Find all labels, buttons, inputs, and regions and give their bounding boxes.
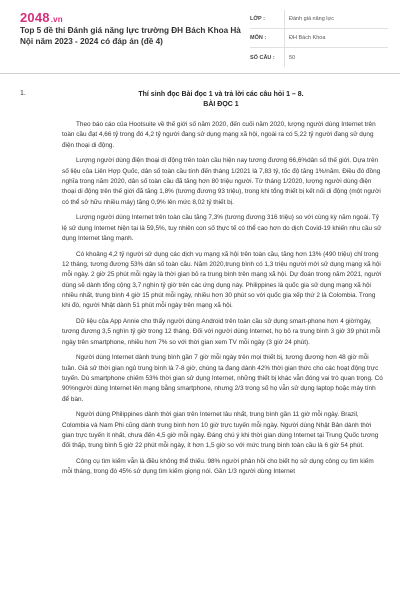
passage-paragraph: Lượng người dùng điện thoại di động trên toàn cầu hiện nay tương đương 66,6%dân số thế giới. Dựa trên số liệu của Liên Hợp Quốc, dân số toàn cầu tính đến tháng 1/2021 là 7,83 tỷ, tốc độ tăng 1%/năm. Điều đó đồng nghĩa trong năm 2020, dân số toàn cầu đã tăng hơn 80 triệu người. Từ tháng 1/2020, lượng người dùng điện thoại di động trên thế giới đã tăng 1,8% (tương đương 93 triệu), trong khi tổng thiết bị kết nối di động (một người có thể sở hữu nhiều máy) tăng 0,9% lên mức 8,02 tỷ thiết bị. [62,157,381,206]
question-instruction: Thí sinh đọc Bài đọc 1 và trả lời các câu hỏi 1 – 8. [138,91,304,98]
passage-paragraph: Theo báo cáo của Hootsuite về thế giới số năm 2020, đến cuối năm 2020, lượng người dùng Internet trên toàn cầu đạt 4,66 tỷ trong đó 4,2 tỷ người đang sử dụng mạng xã hội, ngoài ra có 5,22 tỷ người đang sử dụng điện thoại di động. [62,121,376,149]
logo-suffix: .vn [50,15,63,24]
meta-label: MÔN : [250,35,267,41]
question-number: 1. [20,90,26,97]
question-heading [62,90,380,109]
document-title: Top 5 đề thi Đánh giá năng lực trường ĐH Bách Khoa Hà Nội năm 2023 - 2024 có đáp án (đề 4) [20,26,241,46]
meta-value: ĐH Bách Khoa [284,29,388,47]
site-logo[interactable] [20,10,63,25]
meta-value: Đánh giá năng lực [284,10,388,28]
meta-label: SỐ CÂU : [250,54,275,61]
meta-row-class [250,10,388,29]
document-header [0,0,400,74]
passage-paragraph: Người dùng Philippines dành thời gian trên Internet lâu nhất, trung bình gần 11 giờ mỗi ngày. Brazil, Colombia và Nam Phi cũng dành trung bình hơn 10 giờ trực tuyến mỗi ngày. Người dùng Nhật Bản dành thời gian trực tuyến ít nhất, chưa đến 4,5 giờ mỗi ngày. Đáng chú ý khi thời gian dùng Internet tại Trung Quốc tương đối thấp, trung bình 5 giờ 22 phút mỗi ngày, ít hơn 1,5 giờ so với mức trung bình toàn cầu là 6 giờ 54 phút. [62,411,379,450]
passage-paragraph: Lượng người dùng Internet trên toàn cầu tăng 7,3% (tương đương 316 triệu) so với cùng kỳ năm ngoái. Tỷ lệ sử dụng Internet hiện tại là 59,5%, tuy nhiên con số thực tế có thể cao hơn do dịch Covid-19 khiến nhu cầu sử dụng Internet tăng mạnh. [62,214,382,242]
meta-row-subject [250,29,388,48]
meta-table [250,10,388,67]
reading-title: BÀI ĐỌC 1 [203,100,239,108]
meta-label: LỚP : [250,16,265,22]
passage-paragraph: Có khoảng 4,2 tỷ người sử dụng các dịch vụ mạng xã hội trên toàn cầu, tăng hơn 13% (490 triệu) chỉ trong 12 tháng, tương đương 53% dân số toàn cầu. Năm 2020,trung bình có 1,3 triệu người mới sử dụng mạng xã hội mỗi ngày. 2 giờ 25 phút mỗi ngày là thời gian bỏ ra trung bình trên mạng xã hội. Dự đoán trong năm 2021, người dùng sẽ dành tổng cộng 3,7 nghìn tỷ giờ trên các ứng dụng này. Philippines là quốc gia sử dụng mạng xã hội nhiều nhất, trung bình 4 giờ 15 phút mỗi ngày, nhiều hơn 30 phút so với quốc gia xếp thứ 2 là Colombia. Trong khi đó, người Nhật dành 51 phút mỗi ngày trên mạng xã hội. [62,250,382,310]
logo-text: 2048 [20,10,50,25]
reading-passage [62,120,384,483]
meta-value: 50 [284,48,388,67]
passage-paragraph: Công cụ tìm kiếm vẫn là điều không thể thiếu. 98% người phản hồi cho biết họ sử dụng công cụ tìm kiếm mỗi tháng, trong đó 45% sử dụng tìm kiếm giọng nói. Gần 1/3 người dùng Internet [62,458,374,476]
meta-row-question-count [250,48,388,67]
passage-paragraph: Dữ liệu của App Annie cho thấy người dùng Android trên toàn cầu sử dụng smart-phone hơn 4 giờ/ngày, tương đương 3,5 nghìn tỷ giờ trong 12 tháng. Đối với người dùng Internet, họ bỏ ra trung bình 3 giờ 39 phút mỗi ngày trên smartphone, nhiều hơn 7% so với thời gian xem TV mỗi ngày (3 giờ 24 phút). [62,318,381,346]
passage-paragraph: Người dùng Internet dành trung bình gần 7 giờ mỗi ngày trên mọi thiết bị, tương đương hơn 48 giờ mỗi tuần. Giả sử thời gian ngủ trung bình là 7-8 giờ, chúng ta đang dành 42% thời gian thức cho các hoạt động trực tuyến. Dù smartphone chiếm 53% thời gian sử dụng Internet, những thiết bị khác vẫn đóng vai trò quan trọng. Có 90%người dùng Internet lên mạng bằng smartphone, nhưng 2/3 trong số họ vẫn sử dụng laptop hoặc máy tính để bàn. [62,354,383,403]
